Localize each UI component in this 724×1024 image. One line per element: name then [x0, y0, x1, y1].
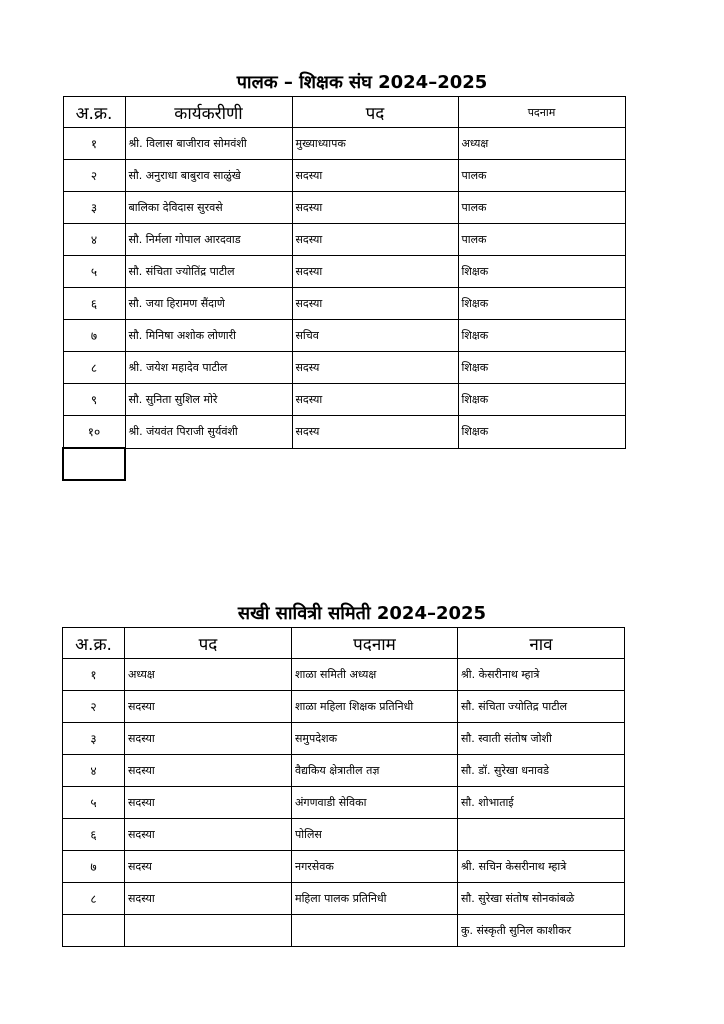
table-row: [63, 160, 625, 192]
header-committee: कार्यकरीणी: [125, 97, 292, 128]
cell-member-name: सौ. मिनिषा अशोक लोणारी: [125, 320, 292, 352]
cell-designation: शिक्षक: [458, 416, 625, 449]
cell-serial: ७: [63, 320, 125, 352]
table-row: [63, 691, 625, 723]
cell-designation: अध्यक्ष: [458, 128, 625, 160]
cell-member-name: श्री. जंयवंत पिराजी सुर्यवंशी: [125, 416, 292, 449]
cell-post: सदस्या: [125, 883, 292, 915]
table-row: [63, 224, 625, 256]
cell-post: [125, 915, 292, 947]
cell-serial: ८: [63, 883, 125, 915]
cell-serial: ५: [63, 256, 125, 288]
cell-designation: शिक्षक: [458, 352, 625, 384]
table-header-row: [63, 628, 625, 659]
cell-name: श्री. सचिन केसरीनाथ म्हात्रे: [458, 851, 625, 883]
header-post: पद: [125, 628, 292, 659]
cell-post: मुख्याध्यापक: [292, 128, 458, 160]
cell-name: सौ. सुरेखा संतोष सोनकांबळे: [458, 883, 625, 915]
cell-member-name: श्री. जयेश महादेव पाटील: [125, 352, 292, 384]
cell-name: [458, 819, 625, 851]
cell-designation: [292, 915, 458, 947]
cell-member-name: सौ. निर्मला गोपाल आरदवाड: [125, 224, 292, 256]
cell-post: सदस्या: [125, 723, 292, 755]
cell-post: सदस्या: [292, 288, 458, 320]
cell-designation: समुपदेशक: [292, 723, 458, 755]
header-post: पद: [292, 97, 458, 128]
table-row: [63, 659, 625, 691]
cell-post: अध्यक्ष: [125, 659, 292, 691]
cell-designation: महिला पालक प्रतिनिधी: [292, 883, 458, 915]
header-name: नाव: [458, 628, 625, 659]
cell-designation: पालक: [458, 160, 625, 192]
cell-designation: शिक्षक: [458, 288, 625, 320]
cell-serial: [63, 915, 125, 947]
table-row: [63, 915, 625, 947]
cell-serial: २: [63, 691, 125, 723]
cell-name: सौ. शोभाताई: [458, 787, 625, 819]
cell-member-name: सौ. जया हिरामण सैंदाणे: [125, 288, 292, 320]
cell-serial: ४: [63, 224, 125, 256]
table-row: [63, 128, 625, 160]
cell-post: सचिव: [292, 320, 458, 352]
cell-designation: शाळा महिला शिक्षक प्रतिनिधी: [292, 691, 458, 723]
cell-serial: ७: [63, 851, 125, 883]
header-serial: अ.क्र.: [63, 97, 125, 128]
cell-post: सदस्य: [292, 352, 458, 384]
table-row: [63, 723, 625, 755]
table-row: [63, 755, 625, 787]
table2-title: सखी सावित्री समिती 2024–2025: [237, 603, 487, 624]
table-row: [63, 256, 625, 288]
header-designation: पदनाम: [292, 628, 458, 659]
cell-member-name: श्री. विलास बाजीराव सोमवंशी: [125, 128, 292, 160]
cell-member-name: बालिका देविदास सुरवसे: [125, 192, 292, 224]
cell-serial: ४: [63, 755, 125, 787]
cell-designation: शाळा समिती अध्यक्ष: [292, 659, 458, 691]
cell-post: सदस्या: [292, 256, 458, 288]
sakhi-savitri-table: [62, 627, 625, 947]
header-designation: पदनाम: [458, 97, 625, 128]
cell-post: सदस्या: [125, 787, 292, 819]
cell-post: सदस्या: [125, 819, 292, 851]
table-row: [63, 320, 625, 352]
cell-designation: शिक्षक: [458, 256, 625, 288]
cell-designation: शिक्षक: [458, 320, 625, 352]
cell-post: सदस्या: [292, 160, 458, 192]
table-row: [63, 416, 625, 449]
cell-serial: २: [63, 160, 125, 192]
cell-serial: १: [63, 128, 125, 160]
table-row: [63, 883, 625, 915]
blank-cell: [63, 448, 125, 480]
parent-teacher-table: [62, 96, 626, 481]
table-row-blank: [63, 448, 625, 480]
header-serial: अ.क्र.: [63, 628, 125, 659]
cell-serial: ९: [63, 384, 125, 416]
table-row: [63, 851, 625, 883]
table-row: [63, 352, 625, 384]
cell-post: सदस्या: [125, 755, 292, 787]
table-header-row: [63, 97, 625, 128]
cell-designation: पालक: [458, 192, 625, 224]
cell-member-name: सौ. सुनिता सुशिल मोरे: [125, 384, 292, 416]
cell-name: सौ. संचिता ज्योतिद्र पाटील: [458, 691, 625, 723]
cell-designation: पोलिस: [292, 819, 458, 851]
table1-title: पालक – शिक्षक संघ 2024–2025: [236, 72, 488, 93]
cell-serial: ५: [63, 787, 125, 819]
cell-post: सदस्या: [292, 384, 458, 416]
cell-serial: १: [63, 659, 125, 691]
cell-name: श्री. केसरीनाथ म्हात्रे: [458, 659, 625, 691]
cell-name: सौ. डॉ. सुरेखा धनावडे: [458, 755, 625, 787]
cell-member-name: सौ. अनुराधा बाबुराव साळुंखे: [125, 160, 292, 192]
cell-serial: ३: [63, 192, 125, 224]
cell-name: सौ. स्वाती संतोष जोशी: [458, 723, 625, 755]
cell-designation: नगरसेवक: [292, 851, 458, 883]
cell-designation: पालक: [458, 224, 625, 256]
cell-designation: शिक्षक: [458, 384, 625, 416]
cell-name: कु. संस्कृती सुनिल काशीकर: [458, 915, 625, 947]
cell-serial: ६: [63, 819, 125, 851]
cell-serial: ३: [63, 723, 125, 755]
table-row: [63, 192, 625, 224]
table-row: [63, 288, 625, 320]
cell-serial: ८: [63, 352, 125, 384]
cell-post: सदस्या: [292, 224, 458, 256]
cell-post: सदस्य: [292, 416, 458, 449]
cell-serial: १०: [63, 416, 125, 449]
cell-post: सदस्या: [292, 192, 458, 224]
table-row: [63, 819, 625, 851]
cell-serial: ६: [63, 288, 125, 320]
table-row: [63, 384, 625, 416]
cell-designation: वैद्यकिय क्षेत्रातील तज्ञ: [292, 755, 458, 787]
cell-post: सदस्य: [125, 851, 292, 883]
table-row: [63, 787, 625, 819]
cell-member-name: सौ. संचिता ज्योतिंद्र पाटील: [125, 256, 292, 288]
cell-designation: अंगणवाडी सेविका: [292, 787, 458, 819]
cell-post: सदस्या: [125, 691, 292, 723]
